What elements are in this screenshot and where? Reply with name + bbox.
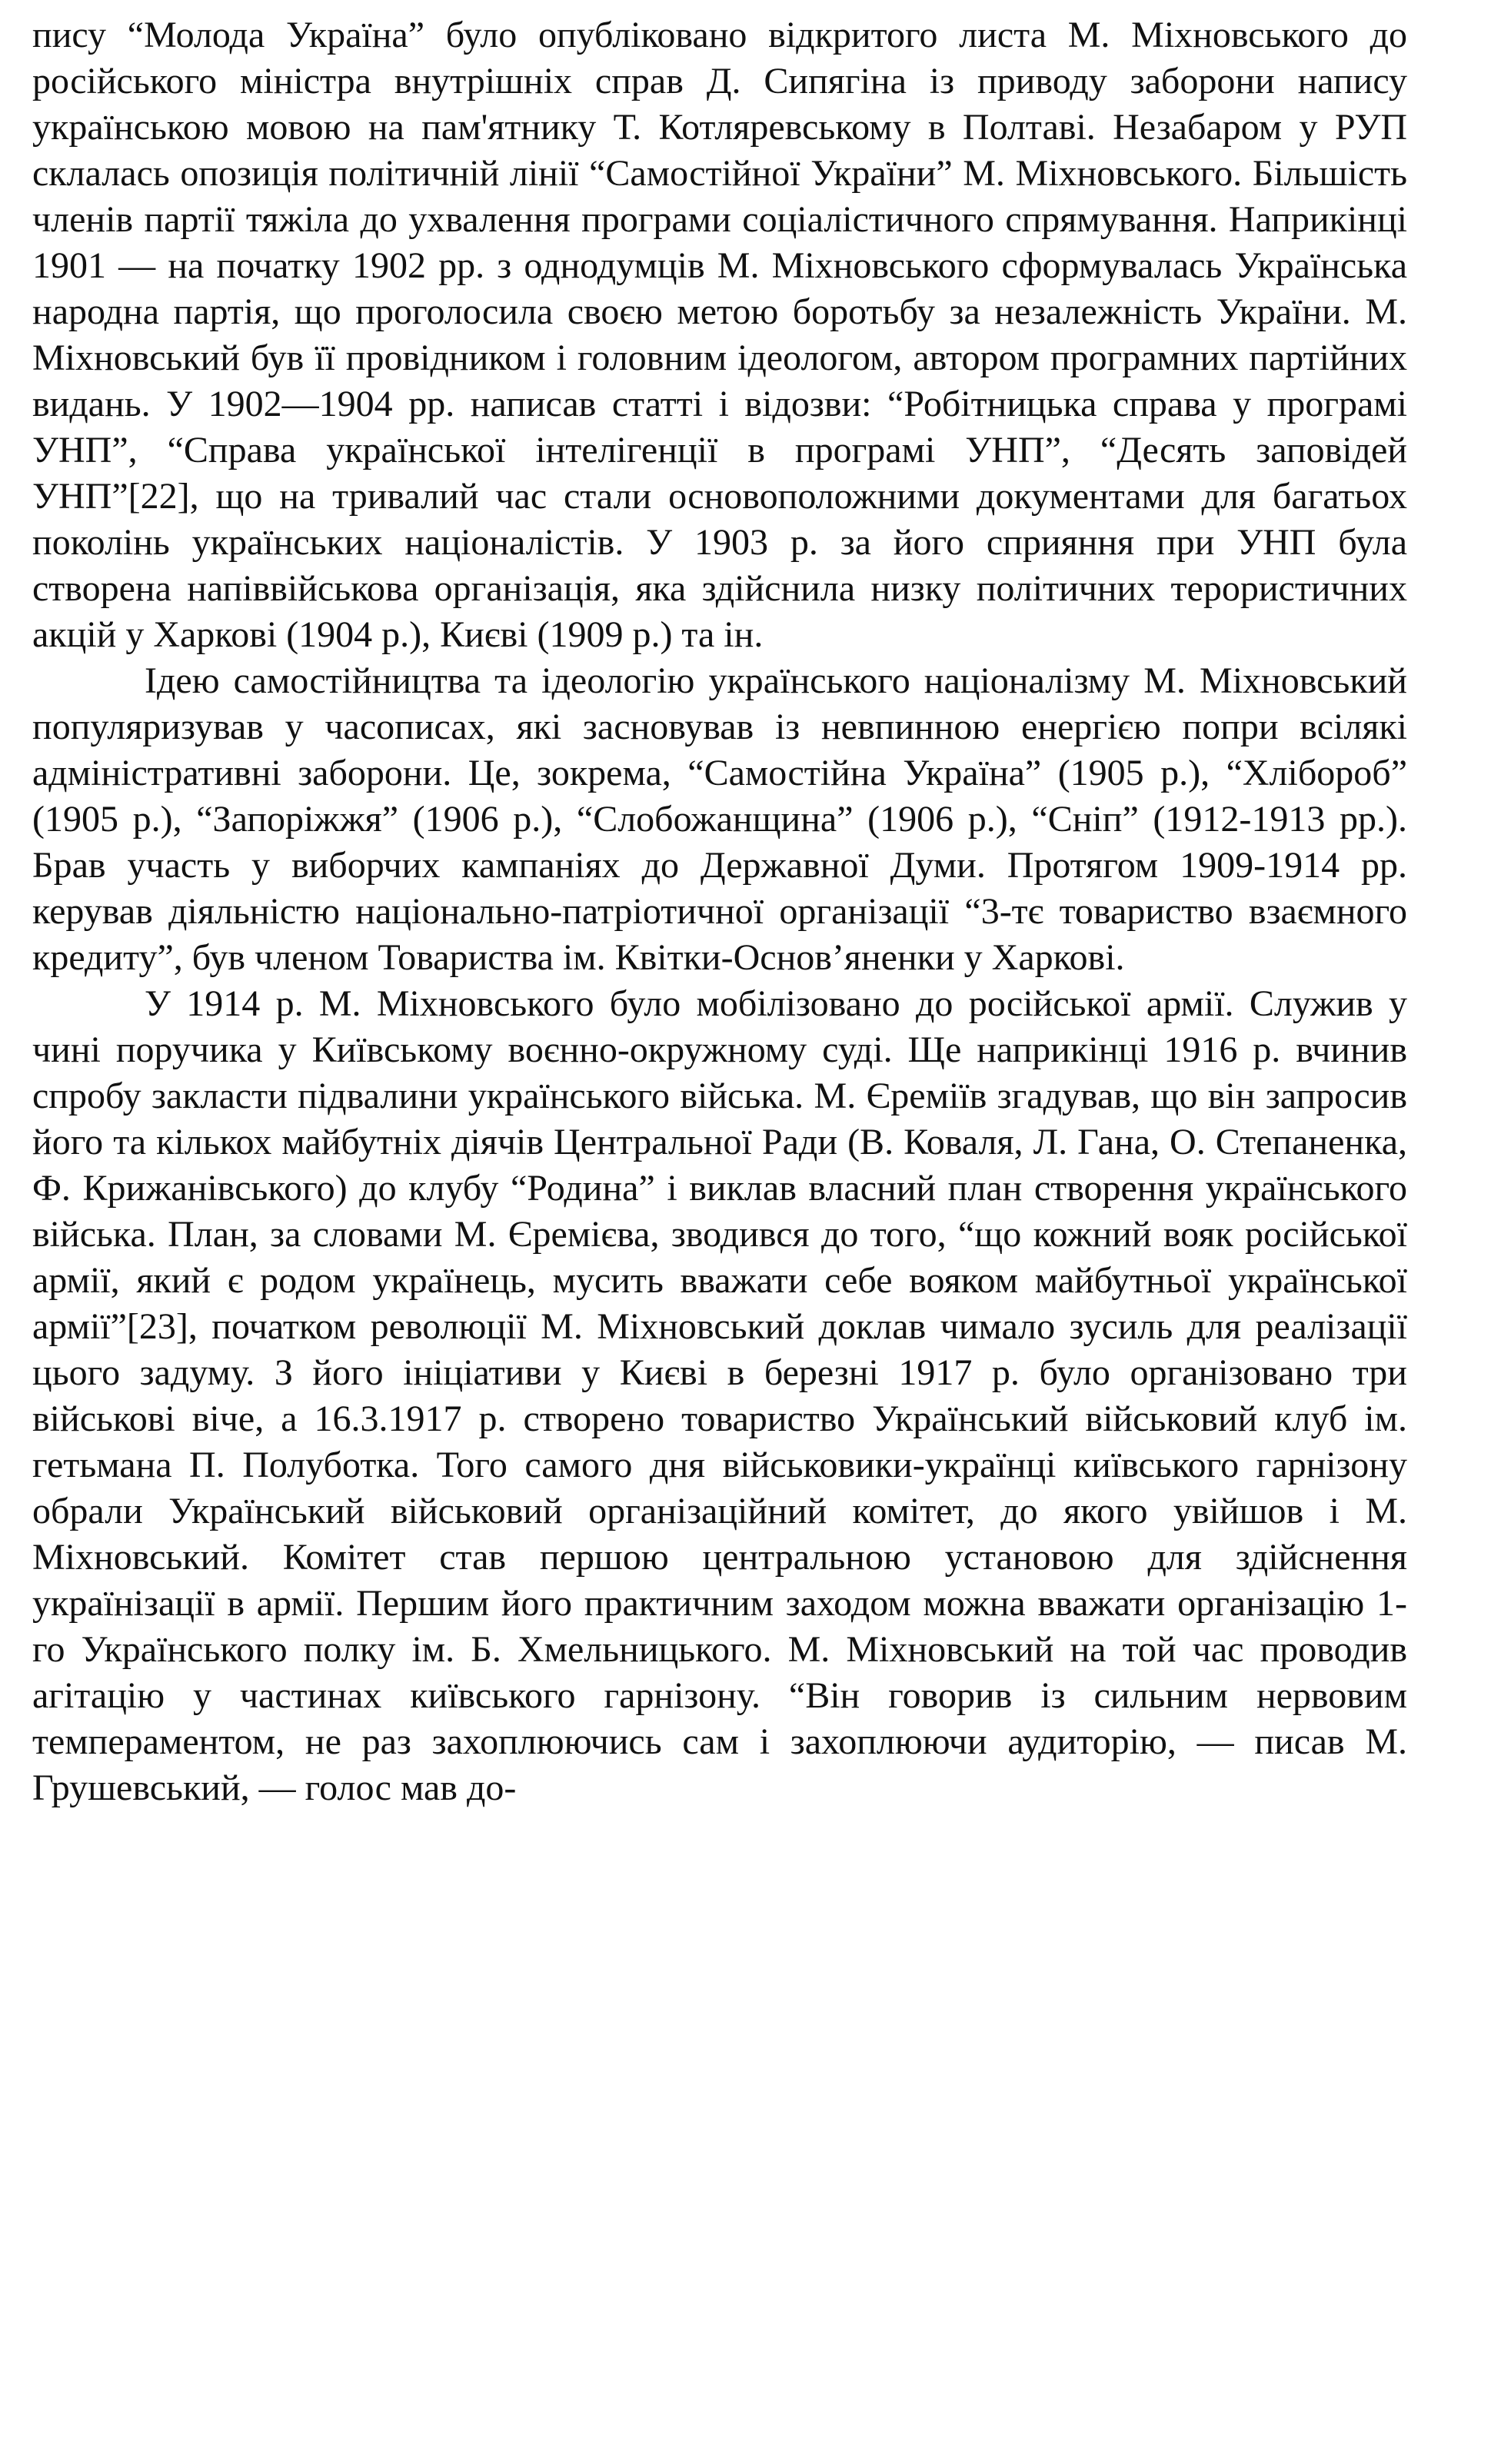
paragraph-1: пису “Молода Україна” було опубліковано відкритого листа М. Міхновського до російського міністра внутрішніх справ Д. Сипягіна із приводу заборони напису українською мовою на пам'ятнику Т. Котляревському в Полтаві. Незабаром у РУП склалась опозиція політичній лінії “Самостійної України” М. Міхновського. Більшість членів партії тяжіла до ухвалення програми соціалістичного спрямування. Наприкінці 1901 — на початку 1902 рр. з однодумців М. Міхновського сформувалась Українська народна партія, що проголосила своєю метою боротьбу за незалежність України. М. Міхновський був її провідником і головним ідеологом, автором програмних партійних видань. У 1902—1904 рр. написав статті і відозви: “Робітницька справа у програмі УНП”, “Справа української інтелігенції в програмі УНП”, “Десять заповідей УНП”[22], що на тривалий час стали основоположними документами для багатьох поколінь українських націоналістів. У 1903 р. за його сприяння при УНП була створена напіввійськова організація, яка здійснила низку політичних терористичних акцій у Харкові (1904 р.), Києві (1909 р.) та ін. (32, 15, 1407, 655)
paragraph-2: Ідею самостійництва та ідеологію українського націоналізму М. Міхновський популяризував у часописах, які засновував із невпинною енергією попри всілякі адміністративні заборони. Це, зокрема, “Самостійна Україна” (1905 р.), “Хлібороб” (1905 р.), “Запоріжжя” (1906 р.), “Слобожанщина” (1906 р.), “Сніп” (1912-1913 рр.). Брав участь у виборчих кампаніях до Державної Думи. Протягом 1909-1914 рр. керував діяльністю національно-патріотичної організації “3-тє товариство взаємного кредиту”, був членом Товариства ім. Квітки-Основ’яненки у Харкові. (32, 660, 1407, 978)
document-page (32, 12, 1407, 1811)
paragraph-3: У 1914 р. М. Міхновського було мобілізовано до російської армії. Служив у чині поручика у Київському воєнно-окружному суді. Ще наприкінці 1916 р. вчинив спробу закласти підвалини українського війська. М. Єреміїв згадував, що він запросив його та кількох майбутніх діячів Центральної Ради (В. Коваля, Л. Гана, О. Степаненка, Ф. Крижанівського) до клубу “Родина” і виклав власний план створення українського війська. План, за словами М. Єремієва, зводився до того, “що кожний вояк російської армії, який є родом українець, мусить вважати себе вояком майбутньої української армії”[23], початком революції М. Міхновський доклав чимало зусиль для реалізації цього задуму. З його ініціативи у Києві в березні 1917 р. було організовано три військові віче, а 16.3.1917 р. створено товариство Український військовий клуб ім. гетьмана П. Полуботка. Того самого дня військовики-українці київського гарнізону обрали Український військовий організаційний комітет, до якого увійшов і М. Міхновський. Комітет став першою центральною установою для здійснення українізації в армії. Першим його практичним заходом можна вважати організацію 1-го Українського полку ім. Б. Хмельницького. М. Міхновський на той час проводив агітацію у частинах київського гарнізону. “Він говорив із сильним нервовим темпераментом, не раз захоплюючись сам і захоплюючи аудиторію, — писав М. Грушевський, — голос мав до- (32, 983, 1407, 1808)
